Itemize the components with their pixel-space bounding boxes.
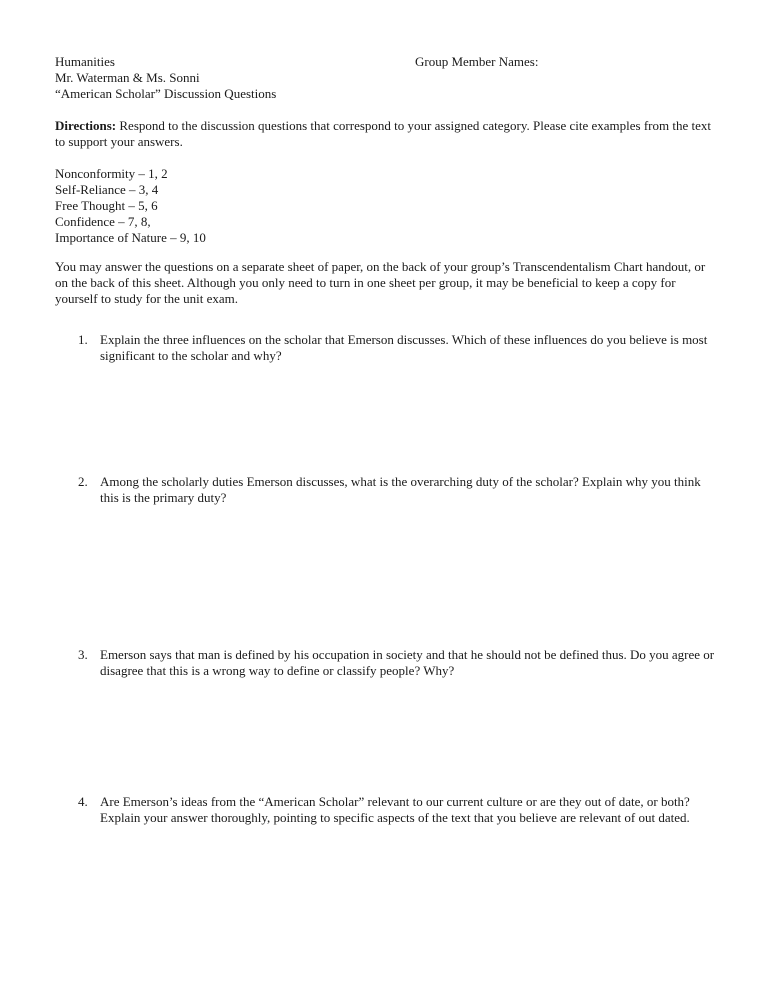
question-number: 2.: [78, 474, 88, 489]
question-2: [78, 474, 718, 506]
category-item: Free Thought – 5, 6: [55, 198, 158, 213]
category-list: [55, 166, 455, 246]
question-number: 3.: [78, 647, 88, 662]
group-member-label: Group Member Names:: [415, 54, 539, 69]
directions-text: Respond to the discussion questions that correspond to your assigned category. Please cite examples from the text to support your answers.: [55, 118, 711, 149]
directions-paragraph: [55, 118, 720, 150]
question-3: [78, 647, 718, 679]
question-text: Among the scholarly duties Emerson discusses, what is the overarching duty of the scholar? Explain why you think this is the primary duty?: [100, 474, 701, 505]
question-4: [78, 794, 718, 826]
question-number: 1.: [78, 332, 88, 347]
question-1: [78, 332, 718, 364]
question-text: Are Emerson’s ideas from the “American Scholar” relevant to our current culture or are they out of date, or both? Explain your answer thoroughly, pointing to specific aspects of the text that you believe are relevant of out dated.: [100, 794, 690, 825]
category-item: Confidence – 7, 8,: [55, 214, 151, 229]
course-name: Humanities: [55, 54, 115, 69]
teacher-names: Mr. Waterman & Ms. Sonni: [55, 70, 200, 85]
question-number: 4.: [78, 794, 88, 809]
category-item: Importance of Nature – 9, 10: [55, 230, 206, 245]
course-header: [55, 54, 385, 102]
instructions-paragraph: You may answer the questions on a separate sheet of paper, on the back of your group’s Transcendentalism Chart handout, or on the back of this sheet. Although you only need to turn in one sheet per group, it may be beneficial to keep a copy for yourself to study for the unit exam.: [55, 259, 706, 306]
directions-label: Directions:: [55, 118, 117, 133]
worksheet-title: “American Scholar” Discussion Questions: [55, 86, 277, 101]
question-text: Emerson says that man is defined by his occupation in society and that he should not be defined thus. Do you agree or disagree that this is a wrong way to define or classify people? Why?: [100, 647, 715, 678]
category-item: Nonconformity – 1, 2: [55, 166, 168, 181]
question-text: Explain the three influences on the scholar that Emerson discusses. Which of these influences do you believe is most significant to the scholar and why?: [100, 332, 708, 363]
category-item: Self-Reliance – 3, 4: [55, 182, 159, 197]
